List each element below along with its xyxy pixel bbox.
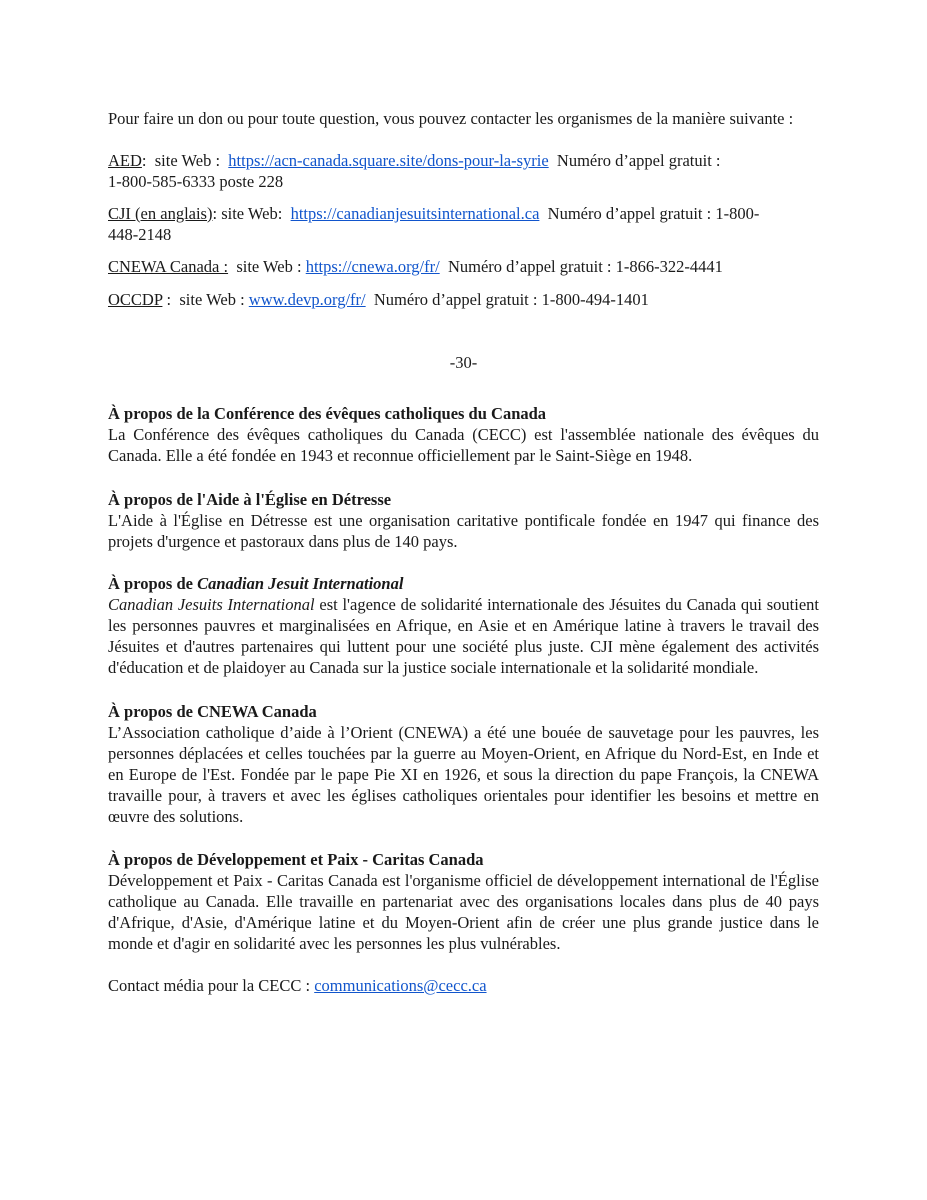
- section-body-cecc: La Conférence des évêques catholiques du Canada (CECC) est l'assemblée nationale des évêques du Canada. Elle a été fondée en 1943 et reconnue officiellement par le Saint-Siège en 1948.: [108, 425, 819, 465]
- section-body-cnewa: L’Association catholique d’aide à l’Orient (CNEWA) a été une bouée de sauvetage pour les pauvres, les personnes déplacées et celles touchées par la guerre au Moyen-Orient, en Afrique du Nord-Est, en Inde et en Europe de l'Est. Fondée par le pape Pie XI en 1926, et sous la direction du pape François, la CNEWA travaille pour, à travers et avec les églises catholiques orientales pour identifier les besoins et mettre en œuvre des solutions.: [108, 723, 819, 826]
- site-label: : site Web :: [162, 290, 249, 309]
- body-italic-name: Canadian Jesuits International: [108, 595, 315, 614]
- phone-label: Numéro d’appel gratuit :: [548, 151, 721, 170]
- site-label: : site Web:: [212, 204, 291, 223]
- section-body-dp: Développement et Paix - Caritas Canada est l'organisme officiel de développement international de l'Église catholique au Canada. Elle travaille en partenariat avec des organisations locales dans plus de 40 pays d'Afrique, d'Asie, d'Amérique latine et du Moyen-Orient afin de créer une plus grande justice dans le monde et d'agir en solidarité avec les personnes les plus vulnérables.: [108, 871, 819, 953]
- section-heading-aed: À propos de l'Aide à l'Église en Détresse: [108, 490, 392, 509]
- section-body-cji: [108, 594, 819, 678]
- body-text: est l'agence de solidarité internationale des Jésuites du Canada qui soutient les personnes pauvres et marginalisées en Afrique, en Asie et en Amérique latine à travers le travail des Jésuites et d'autres partenaires qui luttent pour une société plus juste. CJI mène également des activités d'éducation et de plaidoyer au Canada sur la justice sociale internationale et la solidarité mondiale.: [108, 595, 819, 677]
- phone-number: 448-2148: [108, 225, 172, 244]
- media-contact-email-link[interactable]: communications@cecc.ca: [314, 976, 487, 995]
- media-contact-label: Contact média pour la CECC :: [108, 976, 315, 995]
- phone-label: Numéro d’appel gratuit : 1-800-: [539, 204, 760, 223]
- contact-cnewa: [108, 256, 819, 277]
- cnewa-website-link[interactable]: https://cnewa.org/fr/: [305, 257, 440, 276]
- section-heading-cnewa: À propos de CNEWA Canada: [108, 702, 317, 721]
- contact-cji: [108, 203, 819, 245]
- end-marker: -30-: [449, 353, 478, 372]
- contact-org-name: OCCDP: [108, 290, 163, 309]
- phone-label: Numéro d’appel gratuit : 1-866-322-4441: [439, 257, 723, 276]
- aed-website-link[interactable]: https://acn-canada.square.site/dons-pour-la-syrie: [228, 151, 549, 170]
- contact-aed: [108, 150, 819, 192]
- section-heading-cji: [108, 573, 819, 594]
- site-label: site Web :: [228, 257, 306, 276]
- heading-italic-name: Canadian Jesuit International: [197, 574, 404, 593]
- intro-paragraph: Pour faire un don ou pour toute question, vous pouvez contacter les organismes de la manière suivante :: [108, 109, 794, 128]
- contact-org-name: AED: [108, 151, 142, 170]
- site-label: : site Web :: [141, 151, 229, 170]
- section-heading-dp: À propos de Développement et Paix - Caritas Canada: [108, 850, 484, 869]
- phone-label: Numéro d’appel gratuit : 1-800-494-1401: [365, 290, 649, 309]
- contact-org-name: CNEWA Canada :: [108, 257, 229, 276]
- contact-org-name: CJI (en anglais): [108, 204, 213, 223]
- contact-occdp: [108, 289, 819, 310]
- heading-prefix: À propos de: [108, 574, 198, 593]
- occdp-website-link[interactable]: www.devp.org/fr/: [248, 290, 366, 309]
- section-heading-cecc: À propos de la Conférence des évêques catholiques du Canada: [108, 404, 547, 423]
- phone-number: 1-800-585-6333 poste 228: [108, 172, 284, 191]
- document-page: [108, 108, 819, 996]
- section-body-aed: L'Aide à l'Église en Détresse est une organisation caritative pontificale fondée en 1947 qui finance des projets d'urgence et pastoraux dans plus de 140 pays.: [108, 511, 819, 551]
- cji-website-link[interactable]: https://canadianjesuitsinternational.ca: [290, 204, 540, 223]
- media-contact: [108, 975, 819, 996]
